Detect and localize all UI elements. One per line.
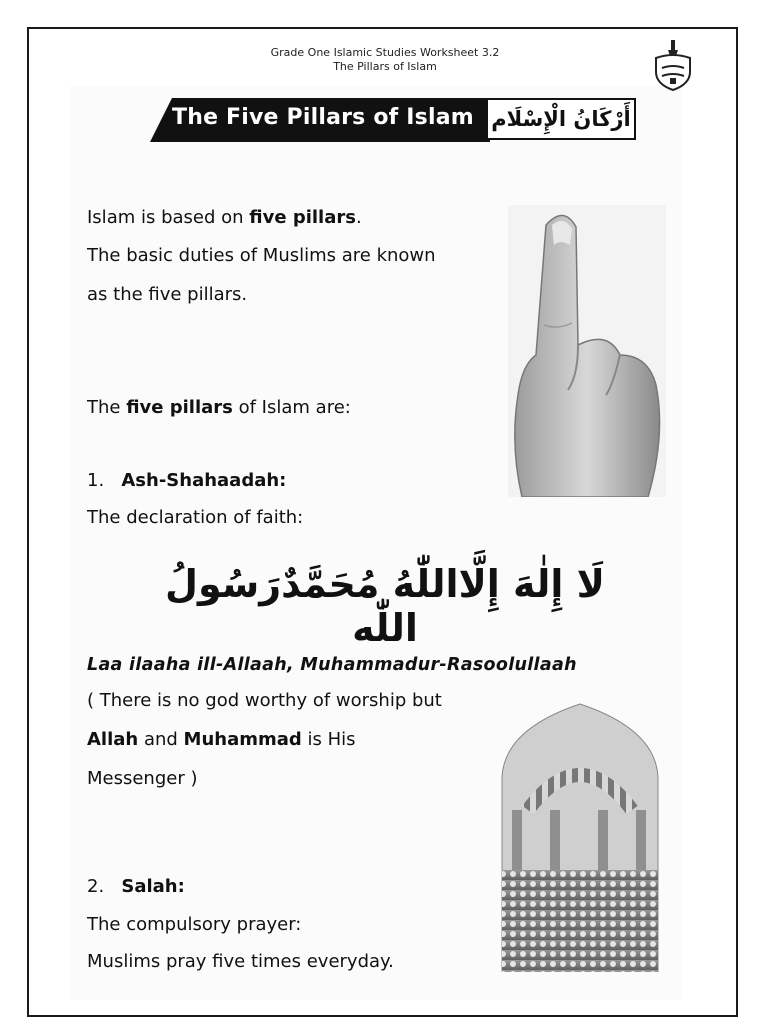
pillar-2-heading: 2. Salah: <box>87 876 185 897</box>
shahadah-arabic: لَا إِلٰهَ إِلَّااللّٰهُ مُحَمَّدٌرَسُولُ اللّٰه <box>165 562 605 650</box>
pillar-1-description: The declaration of faith: <box>87 507 304 528</box>
shahadah-meaning-line-2: Allah and Muhammad is His <box>87 729 356 750</box>
shahadah-transliteration: Laa ilaaha ill-Allaah, Muhammadur-Rasoolullaah <box>87 655 577 675</box>
pillar-2-detail: Muslims pray five times everyday. <box>87 951 394 972</box>
worksheet-subtitle: The Pillars of Islam <box>333 60 437 73</box>
shahadah-meaning-line-1: ( There is no god worthy of worship but <box>87 690 442 711</box>
worksheet-title: Grade One Islamic Studies Worksheet 3.2 <box>270 46 500 59</box>
worksheet-header <box>200 46 570 74</box>
intro-line-2: The basic duties of Muslims are known <box>87 245 436 266</box>
school-logo-icon <box>650 38 696 92</box>
page-title-arabic: أَرْكَانُ الْإِسْلَام <box>486 98 636 140</box>
intro-line-3: as the five pillars. <box>87 284 248 305</box>
page-title: The Five Pillars of Islam <box>172 105 474 130</box>
intro-line-1: Islam is based on five pillars. <box>87 207 362 228</box>
shahadah-meaning-line-3: Messenger ) <box>87 768 198 789</box>
mosque-prayer-icon <box>488 700 672 972</box>
pillar-1-heading: 1. Ash-Shahaadah: <box>87 470 287 491</box>
pillar-2-description: The compulsory prayer: <box>87 914 302 935</box>
raised-finger-icon <box>508 205 666 497</box>
pillars-intro: The five pillars of Islam are: <box>87 397 351 418</box>
